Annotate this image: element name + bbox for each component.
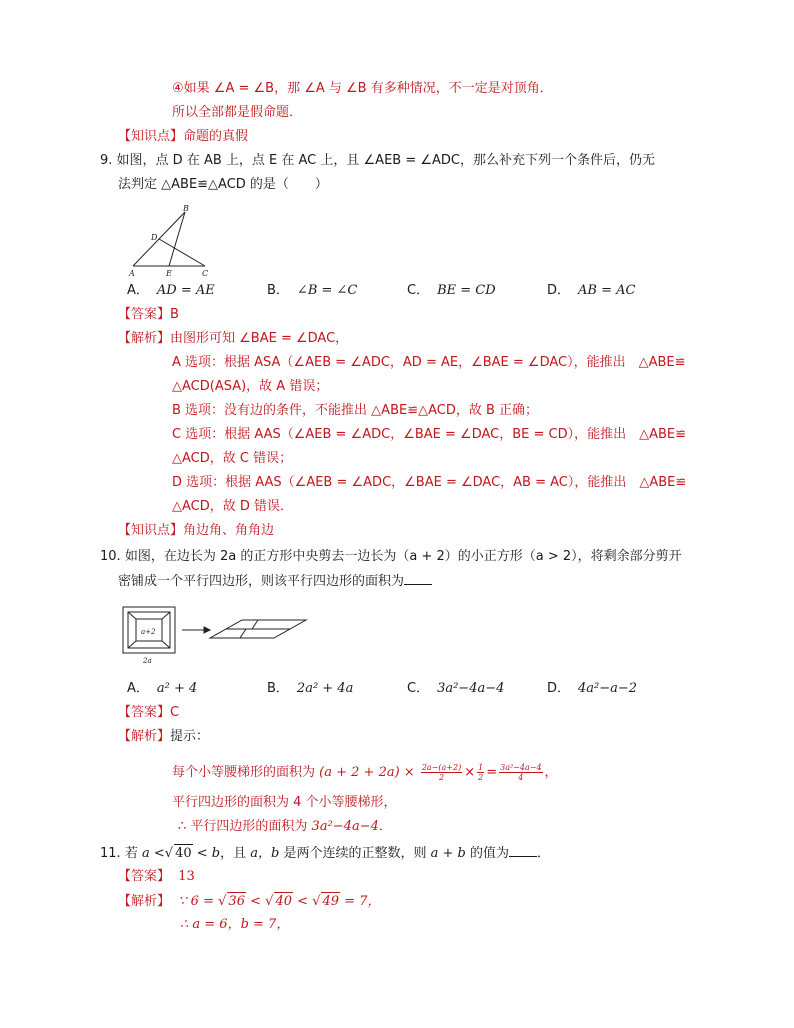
kp-tag: 【知识点】 (118, 523, 184, 538)
q9-stem-2: 法判定 △ABE≌△ACD 的是（ ） (118, 177, 328, 192)
q9-triangle-figure (125, 202, 215, 280)
kp-tag: 【知识点】 (118, 129, 184, 144)
q11-analysis-line-2: ∴ a = 6，b = 7， (180, 917, 290, 932)
q9-answer (118, 306, 179, 324)
q10-option-a (127, 680, 197, 698)
stem-math: a，b (250, 846, 280, 861)
prev-summary: 所以全部都是假命题． (172, 105, 303, 120)
answer-tag: 【答案】 (118, 705, 171, 720)
fig-label-a: A (129, 269, 135, 278)
q10-stem-line-2 (118, 572, 432, 591)
area-expression: (a + 2 + 2a) × (319, 765, 415, 780)
q9-analysis-line-2: A 选项：根据 ASA（∠AEB = ∠ADC，AD = AE，∠BAE = ∠DAC），能推出 △ABE≌ (172, 355, 686, 370)
q10-analysis-line-2: 平行四边形的面积为 4 个小等腰梯形， (172, 795, 397, 810)
fig-label-c: C (202, 269, 209, 278)
option-letter: C． (407, 681, 430, 696)
q9-analysis-line-1 (118, 330, 348, 348)
fig-label-e: E (166, 269, 172, 278)
q10-stem-line-1 (100, 548, 682, 566)
kp-text: 命题的真假 (183, 129, 249, 144)
analysis-expression: ∵ 6 = √ 36 < √ 40 < √ 49 = 7， (178, 894, 381, 909)
analysis-tag: 【解析】 (118, 331, 171, 346)
q10-stem-1: 如图，在边长为 2a 的正方形中央剪去一边长为（a + 2）的小正方形（a > 2），将剩余部分剪开 (124, 549, 682, 564)
q11-stem: 11. 若 a <√ 40 < b，且 a，b 是两个连续的正整数，则 a + b 的值为 ． (100, 846, 551, 861)
option-text: BE = CD (437, 283, 496, 298)
sqrt-value: 40 (175, 846, 192, 861)
q9-analysis-line-7: D 选项：根据 AAS（∠AEB = ∠ADC，∠BAE = ∠DAC，AB = AC），能推出 △ABE≌ (172, 475, 687, 490)
fig-label-b: B (183, 204, 189, 213)
stem-text: 若 (124, 846, 138, 861)
answer-blank (404, 572, 432, 585)
option-text: AD = AE (156, 283, 215, 298)
option-letter: D． (547, 681, 571, 696)
fraction-2: $\frac{1}{2}$ (478, 763, 484, 782)
option-text: 2a² + 4a (296, 681, 354, 696)
q9-number: 9. (100, 153, 113, 168)
q9-knowledge-point (118, 522, 274, 540)
stem-math: a + b (430, 846, 466, 861)
stem-text: ，且 (220, 846, 247, 861)
q11-answer (118, 868, 195, 886)
stem-text: 的值为 (470, 846, 510, 861)
outer-square-label: 2a (143, 657, 152, 665)
answer-value: B (170, 307, 179, 322)
answer-tag: 【答案】 (118, 307, 171, 322)
option-text: ∠B = ∠C (296, 283, 358, 298)
fraction-3: $\frac{\text{3a²−4a−4}}{4}$ (500, 763, 542, 782)
answer-value: C (170, 705, 180, 720)
stem-math: a < (141, 846, 165, 861)
answer-tag: 【答案】 (118, 869, 171, 884)
option-letter: B． (267, 283, 289, 298)
q9-option-d (547, 282, 635, 300)
stem-text: 是两个连续的正整数，则 (283, 846, 427, 861)
q9-analysis-line-4: B 选项：没有边的条件，不能推出 △ABE≌△ACD，故 B 正确； (172, 403, 539, 418)
option-letter: B． (267, 681, 289, 696)
q11-number: 11. (100, 846, 121, 861)
q10-analysis (118, 728, 209, 746)
option-text: 3a²−4a−4 (437, 681, 505, 696)
q10-analysis-line-3: ∴ 平行四边形的面积为 3a²−4a−4． (178, 819, 392, 834)
q11-analysis-line-1 (118, 892, 380, 911)
stem-text: ． (537, 846, 551, 861)
analysis-hint: 提示： (170, 729, 210, 744)
q9-stem-line-1 (100, 152, 655, 170)
fig-label-d: D (151, 233, 158, 242)
prev-knowledge-point (118, 128, 248, 146)
q9-stem-1: 如图，点 D 在 AB 上，点 E 在 AC 上，且 ∠AEB = ∠ADC，那么补充下列一个条件后，仍无 (116, 153, 655, 168)
option-letter: A． (127, 681, 149, 696)
answer-blank (509, 844, 537, 857)
option-text: 4a²−a−2 (578, 681, 638, 696)
stem-math: < b (196, 846, 221, 861)
q10-answer (118, 704, 179, 722)
answer-value: 13 (178, 869, 195, 884)
q10-option-c (407, 680, 504, 698)
analysis-tag: 【解析】 (118, 729, 171, 744)
q10-option-d (547, 680, 637, 698)
option-letter: A． (127, 283, 149, 298)
option-text: AB = AC (578, 283, 636, 298)
q9-option-a (127, 282, 215, 300)
inner-square-label: a+2 (141, 628, 156, 636)
prev-item-4: ④如果 ∠A = ∠B，那 ∠A 与 ∠B 有多种情况，不一定是对顶角． (172, 81, 553, 96)
kp-text: 角边角、角角边 (183, 523, 275, 538)
option-letter: D． (547, 283, 571, 298)
q9-analysis-line-8: △ACD，故 D 错误． (172, 499, 294, 514)
q10-square-figure (120, 604, 320, 666)
q10-option-b (267, 680, 353, 698)
option-letter: C． (407, 283, 430, 298)
q9-option-b (267, 282, 357, 300)
q10-stem-2: 密铺成一个平行四边形，则该平行四边形的面积为 (118, 574, 405, 589)
area-result: 3a²−4a−4 (311, 819, 379, 834)
analysis-text: 由图形可知 ∠BAE = ∠DAC， (170, 331, 349, 346)
q10-analysis-line-1: 每个小等腰梯形的面积为 (a + 2 + 2a) × $\frac{2a-(a+2)}{2}$ × $\frac{1}{2}$ = $\frac{\text{3a²−4a−4}}{4}$ ， (172, 763, 558, 782)
q9-option-c (407, 282, 496, 300)
q9-analysis-line-6: △ACD，故 C 错误； (172, 451, 293, 466)
line-prefix: 每个小等腰梯形的面积为 (172, 765, 316, 780)
q10-number: 10. (100, 549, 121, 564)
line-prefix: ∴ 平行四边形的面积为 (178, 819, 308, 834)
option-text: a² + 4 (156, 681, 198, 696)
q9-analysis-line-5: C 选项：根据 AAS（∠AEB = ∠ADC，∠BAE = ∠DAC，BE = CD），能推出 △ABE≌ (172, 427, 687, 442)
fraction-1: $\frac{2a-(a+2)}{2}$ (421, 763, 462, 782)
analysis-tag: 【解析】 (118, 894, 171, 909)
q9-analysis-line-3: △ACD(ASA)，故 A 错误； (172, 379, 329, 394)
